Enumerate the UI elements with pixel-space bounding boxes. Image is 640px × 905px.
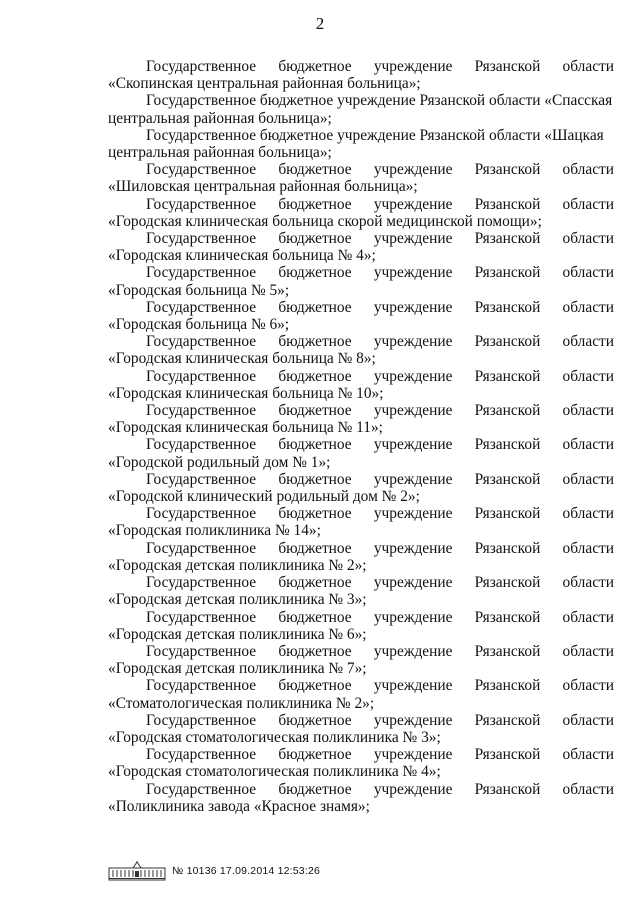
document-body	[108, 58, 614, 815]
entry-first-line: Государственное бюджетное учреждение Рязанской области	[146, 780, 614, 798]
list-item	[108, 196, 614, 230]
entry-second-line: «Городская клиническая больница № 8»;	[108, 350, 376, 368]
entry-first-line: Государственное бюджетное учреждение Рязанской области	[146, 161, 614, 179]
entry-first-line: Государственное бюджетное учреждение Рязанской области	[146, 367, 614, 385]
entry-first-line: Государственное бюджетное учреждение Рязанской области	[146, 264, 614, 282]
list-item	[108, 92, 614, 126]
entry-first-line: Государственное бюджетное учреждение Рязанской области	[146, 230, 614, 248]
entry-second-line: «Городская детская поликлиника № 3»;	[108, 591, 367, 609]
entry-second-line: «Стоматологическая поликлиника № 2»;	[108, 694, 375, 712]
entry-first-line: Государственное бюджетное учреждение Рязанской области	[146, 539, 614, 557]
entry-second-line: «Городская стоматологическая поликлиника № 4»;	[108, 763, 441, 781]
list-item	[108, 264, 614, 298]
list-item	[108, 127, 614, 161]
entry-second-line: «Городская клиническая больница № 4»;	[108, 247, 376, 265]
entry-second-line: «Городской клинический родильный дом № 2»;	[108, 488, 420, 506]
list-item	[108, 471, 614, 505]
entry-second-line: «Городская клиническая больница № 10»;	[108, 384, 384, 402]
list-item	[108, 368, 614, 402]
list-item	[108, 333, 614, 367]
document-footer	[108, 861, 320, 881]
entry-second-line: «Городская детская поликлиника № 2»;	[108, 556, 367, 574]
entry-first-line: Государственное бюджетное учреждение Рязанской области	[146, 608, 614, 626]
entry-second-line: «Городская клиническая больница № 11»;	[108, 419, 383, 437]
list-item	[108, 712, 614, 746]
entry-second-line: «Скопинская центральная районная больница»;	[108, 75, 421, 93]
entry-second-line: «Городская поликлиника № 14»;	[108, 522, 321, 540]
entry-second-line: «Шиловская центральная районная больница»;	[108, 178, 418, 196]
entry-first-line: Государственное бюджетное учреждение Рязанской области	[146, 333, 614, 351]
entry-first-line: Государственное бюджетное учреждение Рязанской области «Шацкая	[146, 126, 604, 144]
entry-first-line: Государственное бюджетное учреждение Рязанской области «Спасская	[146, 92, 613, 110]
list-item	[108, 781, 614, 815]
list-item	[108, 574, 614, 608]
list-item	[108, 643, 614, 677]
list-item	[108, 436, 614, 470]
list-item	[108, 402, 614, 436]
entry-second-line: «Городская детская поликлиника № 6»;	[108, 625, 367, 643]
entry-first-line: Государственное бюджетное учреждение Рязанской области	[146, 195, 614, 213]
entry-first-line: Государственное бюджетное учреждение Рязанской области	[146, 436, 614, 454]
entry-first-line: Государственное бюджетное учреждение Рязанской области	[146, 711, 614, 729]
registration-stamp-text: № 10136 17.09.2014 12:53:26	[172, 865, 321, 877]
entry-first-line: Государственное бюджетное учреждение Рязанской области	[146, 298, 614, 316]
entry-second-line: «Городской родильный дом № 1»;	[108, 453, 331, 471]
page-number: 2	[315, 14, 325, 33]
entry-second-line: «Городская больница № 6»;	[108, 316, 290, 334]
entry-second-line: центральная районная больница»;	[108, 109, 332, 127]
entry-first-line: Государственное бюджетное учреждение Рязанской области	[146, 58, 614, 75]
entry-first-line: Государственное бюджетное учреждение Рязанской области	[146, 402, 614, 420]
entry-second-line: «Городская больница № 5»;	[108, 281, 290, 299]
entry-second-line: центральная районная больница»;	[108, 144, 332, 162]
list-item	[108, 540, 614, 574]
list-item	[108, 677, 614, 711]
list-item	[108, 58, 614, 92]
entry-first-line: Государственное бюджетное учреждение Рязанской области	[146, 642, 614, 660]
list-item	[108, 746, 614, 780]
entry-first-line: Государственное бюджетное учреждение Рязанской области	[146, 470, 614, 488]
list-item	[108, 230, 614, 264]
entry-second-line: «Городская стоматологическая поликлиника № 3»;	[108, 728, 441, 746]
list-item	[108, 505, 614, 539]
list-item	[108, 609, 614, 643]
entry-second-line: «Поликлиника завода «Красное знамя»;	[108, 797, 370, 815]
list-item	[108, 161, 614, 195]
entry-second-line: «Городская детская поликлиника № 7»;	[108, 660, 367, 678]
entry-first-line: Государственное бюджетное учреждение Рязанской области	[146, 574, 614, 592]
government-building-logo-icon	[108, 860, 166, 882]
list-item	[108, 299, 614, 333]
entry-first-line: Государственное бюджетное учреждение Рязанской области	[146, 677, 614, 695]
entry-first-line: Государственное бюджетное учреждение Рязанской области	[146, 746, 614, 764]
entry-second-line: «Городская клиническая больница скорой медицинской помощи»;	[108, 212, 542, 230]
entry-first-line: Государственное бюджетное учреждение Рязанской области	[146, 505, 614, 523]
